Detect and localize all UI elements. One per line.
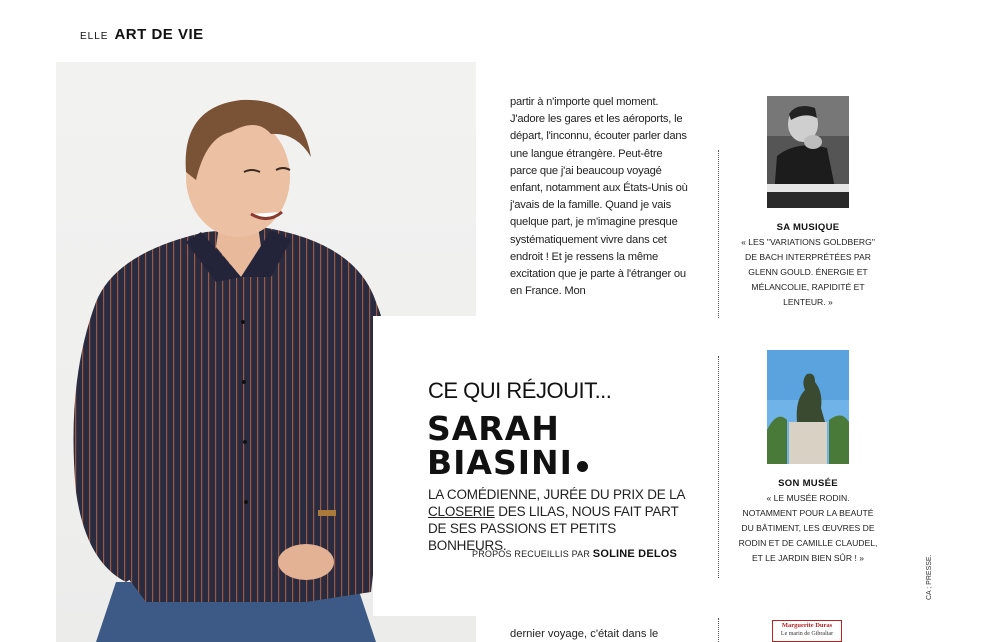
book-title: Le marin de Gibraltar bbox=[780, 631, 834, 637]
section-title: ART DE VIE bbox=[114, 26, 204, 43]
title-line-2 bbox=[427, 443, 588, 482]
sidebar-museum bbox=[738, 350, 878, 566]
book-cover bbox=[772, 620, 842, 642]
title-line-1: SARAH bbox=[427, 409, 560, 448]
closerie-link[interactable]: CLOSERIE bbox=[428, 504, 495, 519]
title-dot bbox=[577, 461, 588, 472]
sidebar-museum-text: « LE MUSÉE RODIN. NOTAMMENT POUR LA BEAUTÉ DU BÂTIMENT, LES ŒUVRES DE RODIN ET DE CAMILLE CLAUDEL, ET LE JARDIN BIEN SÛR ! » bbox=[738, 493, 878, 563]
article-credit bbox=[472, 548, 677, 560]
lede-part-1: LA COMÉDIENNE, JURÉE DU PRIX DE LA bbox=[428, 487, 685, 502]
body-text-continued: dernier voyage, c'était dans le bbox=[510, 628, 659, 640]
body-text: partir à n'importe quel moment. J'adore les gares et les aéroports, le départ, l'inconnu, écouter parler dans une langue étrangère. Peut-être parce que j'ai beaucoup voyagé enfant, notamment aux États-Unis où j'avais de la famille. Quand je vais quelque part, je m'imagine presque systématiquement vivre dans cet endroit ! Et je ressens la même excitation que je parte à l'étranger ou en France. Mon bbox=[510, 96, 688, 298]
article-lede bbox=[428, 486, 690, 554]
photo-credit: CA ; PRESSE. bbox=[926, 554, 933, 600]
sidebar-museum-title: SON MUSÉE bbox=[778, 478, 838, 489]
sidebar-music-text: « LES "VARIATIONS GOLDBERG" DE BACH INTERPRÉTÉES PAR GLENN GOULD. ÉNERGIE ET MÉLANCOLIE, RAPIDITÉ ET LENTEUR. » bbox=[741, 237, 875, 307]
article-title bbox=[427, 409, 588, 482]
credit-prefix: PROPOS RECUEILLIS PAR bbox=[472, 549, 591, 559]
title-line-2-text: BIASINI bbox=[427, 443, 573, 482]
column-divider bbox=[718, 150, 719, 318]
sidebar-music bbox=[738, 96, 878, 310]
column-divider bbox=[718, 618, 719, 642]
credit-author: SOLINE DELOS bbox=[592, 548, 678, 560]
thinker-statue-photo bbox=[767, 350, 849, 464]
brand-logo: ELLE bbox=[80, 31, 109, 42]
sidebar-music-title: SA MUSIQUE bbox=[776, 222, 840, 233]
article-kicker: CE QUI RÉJOUIT... bbox=[428, 378, 612, 403]
magazine-header bbox=[80, 26, 204, 43]
book-author: Marguerite Duras bbox=[781, 622, 833, 629]
pianist-photo bbox=[767, 96, 849, 208]
lede-part-2: DES LILAS, NOUS FAIT PART DE SES PASSIONS ET PETITS BONHEURS. bbox=[428, 504, 679, 553]
column-divider bbox=[718, 356, 719, 578]
